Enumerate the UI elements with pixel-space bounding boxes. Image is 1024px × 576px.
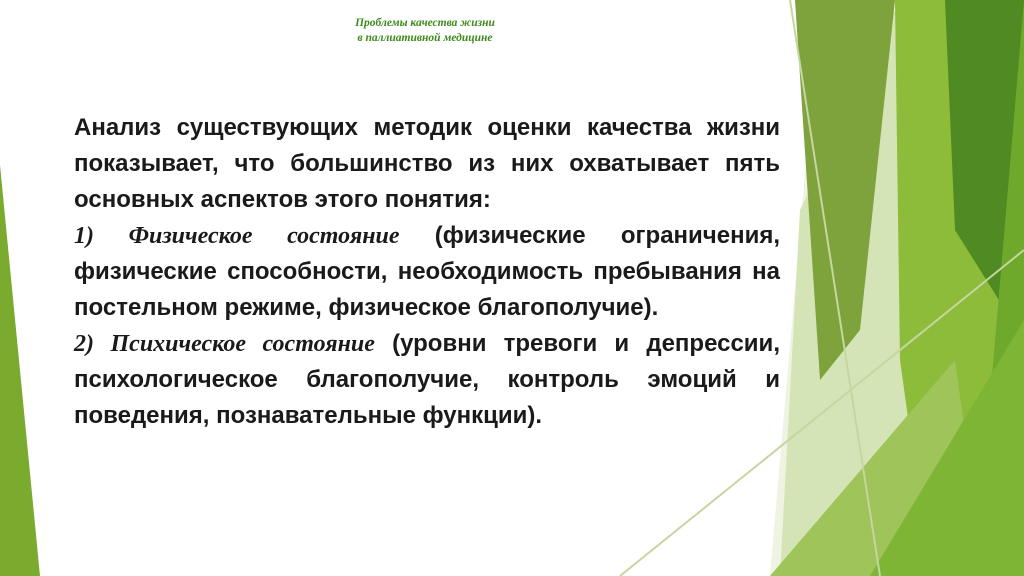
left-green-triangle [0, 165, 40, 576]
header-line-2: в паллиативной медицине [357, 32, 493, 44]
item-2-text: (уровни тревоги и депрессии, психологическое благополучие, контроль эмоций и поведения, познавательные функции). [74, 330, 780, 429]
intro-paragraph: Анализ существующих методик оценки качества жизни показывает, что большинство из них охватывает пять основных аспектов этого понятия: [74, 114, 780, 213]
item-1-paragraph [74, 218, 780, 326]
item-2-label: 2) Психическое состояние [74, 331, 375, 357]
header-line-1: Проблемы качества жизни [355, 17, 495, 29]
slide-body [74, 110, 780, 434]
item-2-paragraph [74, 326, 780, 434]
slide-header [300, 16, 550, 46]
item-1-label: 1) Физическое состояние [74, 223, 400, 249]
item-1-text: (физические ограничения, физические способности, необходимость пребывания на постельном режиме, физическое благополучие). [74, 222, 780, 321]
